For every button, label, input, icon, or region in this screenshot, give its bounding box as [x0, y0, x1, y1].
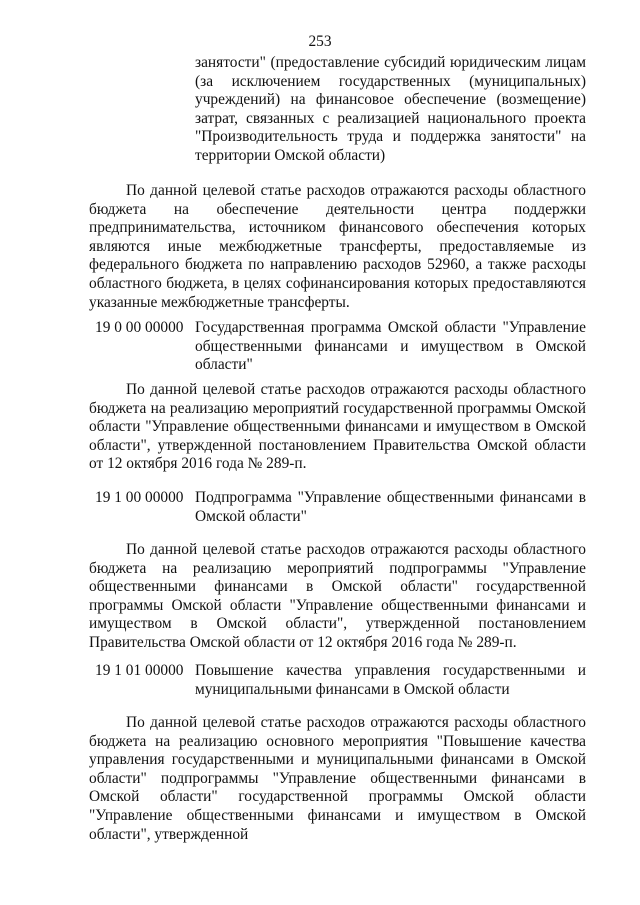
- paragraph-support-center: По данной целевой статье расходов отражаются расходы областного бюджета на обеспечение деятельности центра поддержки предпринимательства, источником финансового обеспечения которых являются иные межбюджетные трансферты, предоставляемые из федерального бюджета по направлению расходов 52960, а также расходы областного бюджета, в целях софинансирования которых предоставляются указанные межбюджетные трансферты.: [89, 182, 586, 311]
- entry-title: Повышение качества управления государственными и муниципальными финансами в Омской области: [195, 662, 586, 698]
- entry-code: 19 1 00 00000: [95, 489, 184, 506]
- entry-title: Подпрограмма "Управление общественными финансами в Омской области": [195, 489, 586, 525]
- page-number: 253: [308, 33, 332, 50]
- entry-code: 19 1 01 00000: [95, 662, 184, 679]
- paragraph-subprogram: По данной целевой статье расходов отражаются расходы областного бюджета на реализацию мероприятий подпрограммы "Управление общественными финансами в Омской области" государственной программы Омской области "Управление общественными финансами и имуществом в Омской области", утвержденной постановлением Правительства Омской области от 12 октября 2016 года № 289-п.: [89, 541, 586, 651]
- paragraph-state-program: По данной целевой статье расходов отражаются расходы областного бюджета на реализацию мероприятий государственной программы Омской области "Управление общественными финансами и имуществом в Омской области", утвержденной постановлением Правительства Омской области от 12 октября 2016 года № 289-п.: [89, 381, 586, 473]
- continuation-text: занятости" (предоставление субсидий юридическим лицам (за исключением государственных (муниципальных) учреждений) на финансовое обеспечение (возмещение) затрат, связанных с реализацией национального проекта "Производительность труда и поддержка занятости" на территории Омской области): [195, 54, 586, 164]
- entry-title: Государственная программа Омской области "Управление общественными финансами и имуществом в Омской области": [195, 319, 586, 374]
- paragraph-main-activity: По данной целевой статье расходов отражаются расходы областного бюджета на реализацию основного мероприятия "Повышение качества управления государственными и муниципальными финансами в Омской области" подпрограммы "Управление общественными финансами в Омской области" государственной программы Омской области "Управление общественными финансами и имуществом в Омской области", утвержденной: [89, 714, 586, 843]
- entry-code: 19 0 00 00000: [95, 319, 184, 336]
